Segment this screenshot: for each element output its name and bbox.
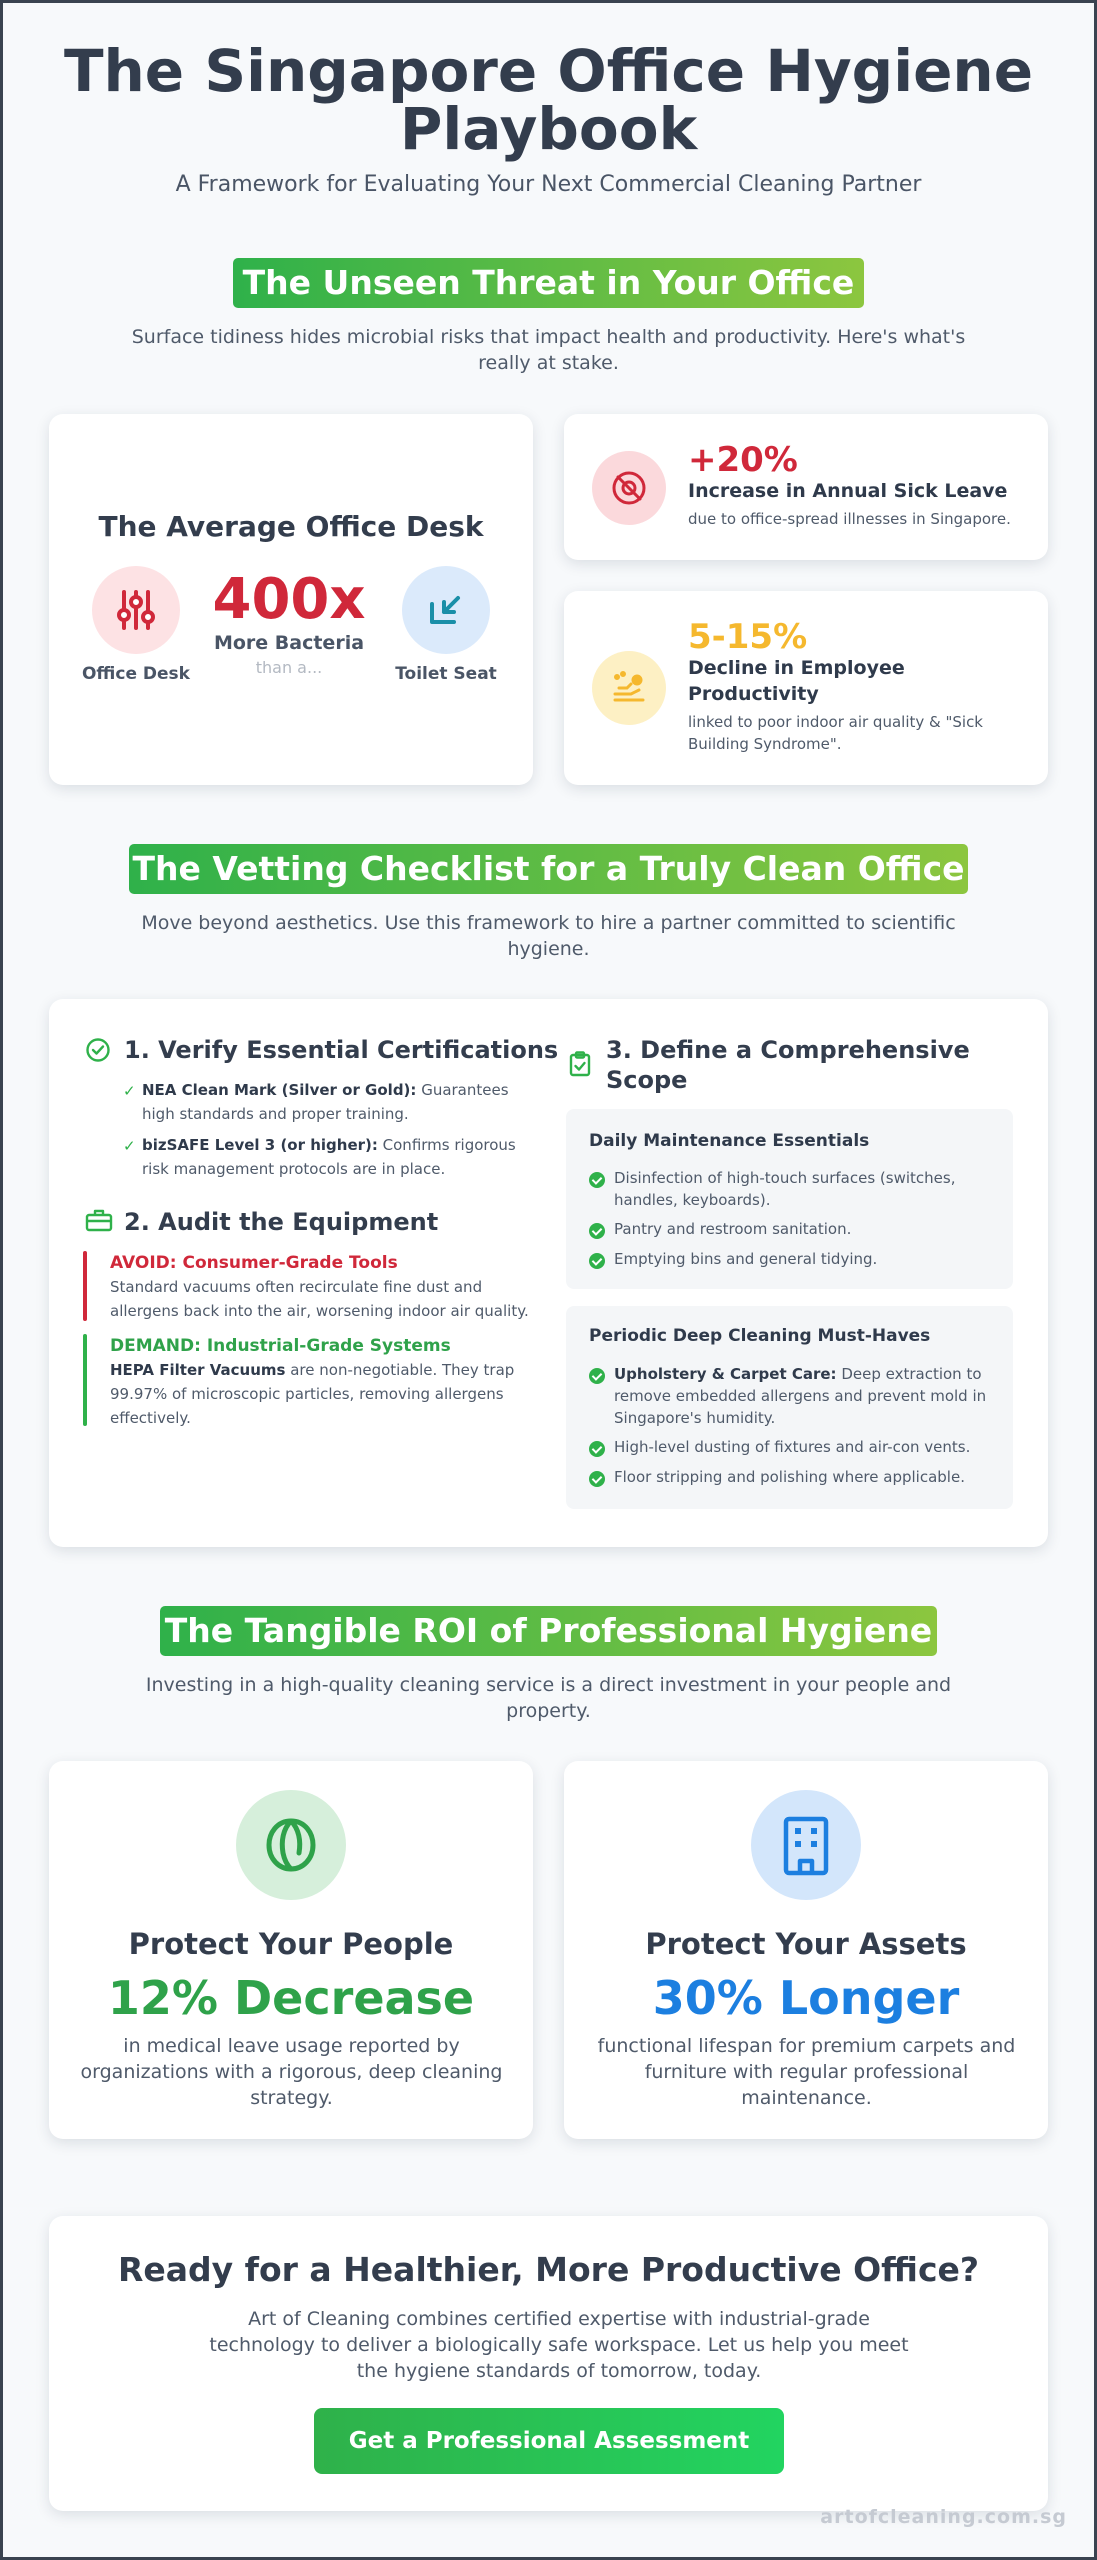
page-title: The Singapore Office Hygiene Playbook bbox=[63, 37, 1034, 163]
threat-intro: Surface tidiness hides microbial risks that impact health and productivity. Here's what's really at stake. bbox=[131, 326, 966, 374]
assets-card bbox=[564, 1761, 1048, 2139]
assets-heading: Protect Your Assets bbox=[645, 1927, 967, 1961]
daily-item: Disinfection of high-touch surfaces (switches, handles, keyboards). bbox=[614, 1169, 956, 1209]
roi-intro: Investing in a high-quality cleaning service is a direct investment in your people and property. bbox=[145, 1674, 952, 1722]
more-bacteria-label: More Bacteria bbox=[213, 632, 365, 654]
lazy-person-icon bbox=[592, 651, 666, 725]
productivity-heading: Decline in Employee Productivity bbox=[688, 657, 905, 705]
avoid-bar bbox=[83, 1251, 87, 1321]
footer-domain: artofcleaning.com.sg bbox=[820, 2506, 1067, 2528]
shield-check-icon bbox=[85, 1037, 111, 1067]
people-detail: in medical leave usage reported by organizations with a rigorous, deep cleaning strategy. bbox=[80, 2035, 503, 2109]
daily-item: Emptying bins and general tidying. bbox=[614, 1250, 878, 1268]
building-icon bbox=[751, 1790, 861, 1900]
deep-item: High-level dusting of fixtures and air-con vents. bbox=[614, 1438, 971, 1456]
arrow-down-left-icon bbox=[402, 566, 490, 654]
check-circle-icon bbox=[589, 1441, 605, 1457]
checklist-card bbox=[49, 999, 1048, 1547]
demand-bar bbox=[83, 1334, 87, 1426]
deep-heading: Periodic Deep Cleaning Must-Haves bbox=[589, 1326, 931, 1346]
productivity-card bbox=[564, 591, 1048, 785]
cta-card bbox=[49, 2216, 1048, 2511]
sick-leave-card bbox=[564, 414, 1048, 560]
avoid-heading: AVOID: Consumer-Grade Tools bbox=[110, 1253, 398, 1273]
productivity-value: 5-15% bbox=[688, 617, 808, 657]
sick-leave-value: +20% bbox=[688, 440, 798, 480]
check-circle-icon bbox=[589, 1223, 605, 1239]
clipboard-check-icon bbox=[569, 1051, 591, 1081]
cert-item: NEA Clean Mark (Silver or Gold): Guarantees high standards and proper training. bbox=[142, 1081, 509, 1123]
assessment-button[interactable]: Get a Professional Assessment bbox=[314, 2408, 784, 2474]
demand-text: HEPA Filter Vacuums are non-negotiable. They trap 99.97% of microscopic particles, removing allergens effectively. bbox=[110, 1361, 515, 1427]
daily-heading: Daily Maintenance Essentials bbox=[589, 1131, 870, 1151]
check-circle-icon bbox=[589, 1471, 605, 1487]
cta-text: Art of Cleaning combines certified expertise with industrial-grade technology to deliver a biologically safe workspace. Let us help you meet the hygiene standards of tomorrow, today. bbox=[209, 2308, 909, 2382]
threat-banner: The Unseen Threat in Your Office bbox=[233, 258, 864, 308]
cert-item: bizSAFE Level 3 (or higher): Confirms rigorous risk management protocols are in place. bbox=[142, 1136, 516, 1178]
daily-item: Pantry and restroom sanitation. bbox=[614, 1220, 852, 1238]
no-virus-icon bbox=[592, 451, 666, 525]
demand-heading: DEMAND: Industrial-Grade Systems bbox=[110, 1336, 451, 1356]
deep-item: Floor stripping and polishing where applicable. bbox=[614, 1468, 965, 1486]
daily-box bbox=[566, 1109, 1013, 1289]
sick-leave-heading: Increase in Annual Sick Leave bbox=[688, 480, 1008, 502]
people-card bbox=[49, 1761, 533, 2139]
certifications-heading: 1. Verify Essential Certifications bbox=[124, 1036, 559, 1064]
people-value: 12% Decrease bbox=[107, 1971, 475, 2025]
check-icon: ✓ bbox=[123, 1137, 136, 1155]
lungs-icon bbox=[236, 1790, 346, 1900]
office-desk-label: Office Desk bbox=[81, 664, 190, 684]
people-heading: Protect Your People bbox=[128, 1927, 454, 1961]
sick-leave-detail: due to office-spread illnesses in Singapore. bbox=[688, 510, 1011, 528]
scope-heading: 3. Define a Comprehensive Scope bbox=[606, 1036, 970, 1094]
deep-item: Upholstery & Carpet Care: Deep extraction to remove embedded allergens and prevent mold in Singapore's humidity. bbox=[614, 1365, 987, 1427]
desk-card bbox=[49, 414, 533, 785]
desk-title: The Average Office Desk bbox=[98, 510, 484, 543]
than-label: than a... bbox=[255, 658, 323, 677]
check-circle-icon bbox=[589, 1253, 605, 1269]
cta-heading: Ready for a Healthier, More Productive Office? bbox=[117, 2250, 980, 2289]
check-icon: ✓ bbox=[123, 1082, 136, 1100]
avoid-text: Standard vacuums often recirculate fine dust and allergens back into the air, worsening indoor air quality. bbox=[110, 1278, 529, 1320]
roi-banner: The Tangible ROI of Professional Hygiene bbox=[160, 1606, 937, 1656]
toolbox-icon bbox=[85, 1207, 113, 1237]
deep-box bbox=[566, 1306, 1013, 1509]
bacteria-multiplier: 400x bbox=[212, 567, 366, 632]
toilet-seat-label: Toilet Seat bbox=[395, 664, 497, 684]
check-circle-icon bbox=[589, 1368, 605, 1384]
sliders-icon bbox=[92, 566, 180, 654]
check-circle-icon bbox=[589, 1172, 605, 1188]
checklist-banner: The Vetting Checklist for a Truly Clean Office bbox=[129, 844, 968, 894]
equipment-heading: 2. Audit the Equipment bbox=[124, 1208, 439, 1236]
productivity-detail: linked to poor indoor air quality & "Sick Building Syndrome". bbox=[688, 713, 983, 753]
checklist-intro: Move beyond aesthetics. Use this framework to hire a partner committed to scientific hygiene. bbox=[141, 912, 956, 960]
assets-detail: functional lifespan for premium carpets and furniture with regular professional maintenance. bbox=[597, 2035, 1016, 2109]
page-subtitle: A Framework for Evaluating Your Next Commercial Cleaning Partner bbox=[175, 172, 922, 197]
assets-value: 30% Longer bbox=[652, 1971, 960, 2025]
